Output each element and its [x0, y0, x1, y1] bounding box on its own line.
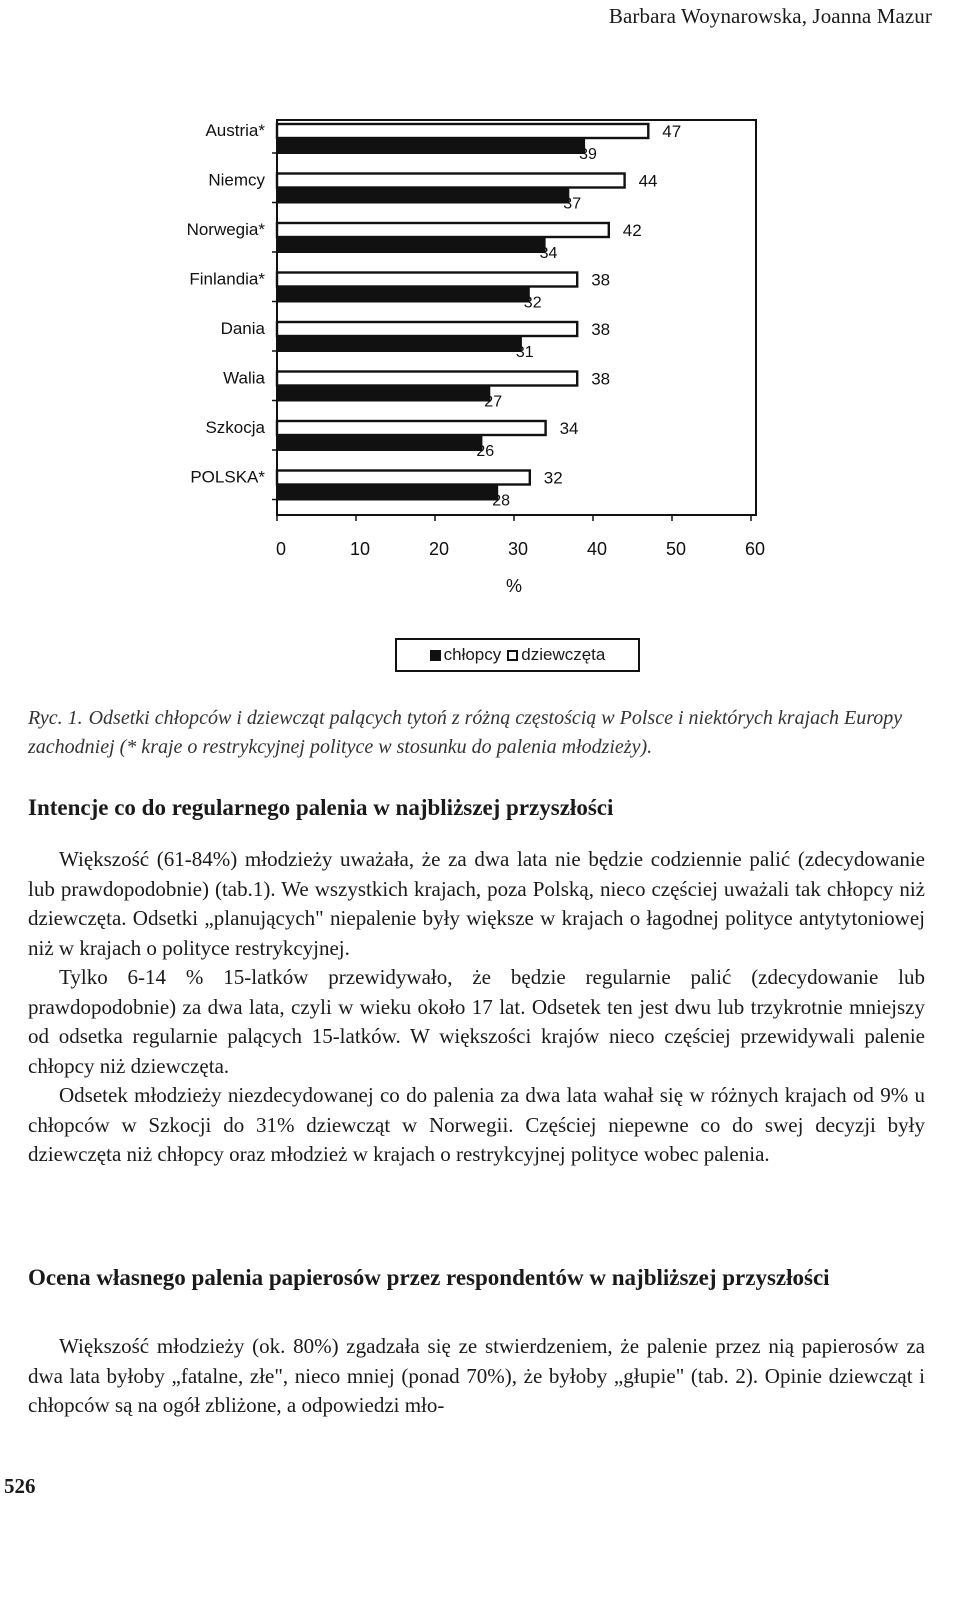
legend-label-boys: chłopcy: [443, 645, 502, 664]
bar-girls: [277, 471, 530, 485]
data-label-girls: 32: [543, 468, 563, 488]
figure-number: Ryc. 1.: [28, 707, 83, 729]
data-label-girls: 38: [591, 320, 611, 339]
bar-boys: [277, 287, 530, 303]
bar-girls: [277, 421, 546, 435]
bar-girls: [277, 273, 577, 287]
category-label: Niemcy: [208, 170, 265, 190]
paragraph: Większość (61-84%) młodzieży uważała, że za dwa lata nie będzie codziennie palić (zdecydowanie lub prawdopodobnie) (tab.1). We wszystkich krajach, poza Polską, nieco częściej uważali tak chłopcy niż dziewczęta. Odsetki „planujących" niepalenie były większe w krajach o łagodnej polityce antytytoniowej niż w krajach o polityce restrykcyjnej.: [28, 847, 925, 960]
bar-girls: [277, 372, 577, 386]
x-tick-label: 30: [507, 539, 529, 559]
data-label-girls: 34: [559, 419, 579, 438]
data-label-boys: 37: [563, 195, 582, 213]
bar-boys: [277, 386, 490, 402]
data-label-girls: 38: [591, 369, 611, 389]
paragraph: Odsetek młodzieży niezdecydowanej co do palenia za dwa lata wahał się w różnych krajach od 9% u chłopców w Szkocji do 31% dziewcząt w Norwegii. Częściej niepewne co do swej decyzji były dziewczęta niż chłopcy oraz młodzież w krajach o restrykcyjnej polityce wobec palenia.: [28, 1083, 925, 1166]
page-number: 526: [4, 1474, 36, 1498]
category-label: Finlandia*: [189, 269, 265, 289]
data-label-boys: 28: [492, 492, 510, 510]
data-label-girls: 47: [662, 122, 682, 141]
bar-girls: [277, 223, 609, 237]
bar-girls: [277, 322, 577, 336]
section-body-self-assessment: [28, 1332, 925, 1421]
bar-girls: [277, 124, 648, 138]
section-heading-self-assessment: Ocena własnego palenia papierosów przez respondentów w najbliższej przyszłości: [28, 1265, 830, 1290]
bar-girls: [277, 174, 625, 188]
legend-swatch-boys: [430, 650, 441, 661]
bar-boys: [277, 188, 569, 204]
running-header: Barbara Woynarowska, Joanna Mazur: [608, 4, 932, 28]
paragraph: Większość młodzieży (ok. 80%) zgadzała się ze stwierdzeniem, że palenie przez nią papierosów za dwa lata byłoby „fatalne, złe", nieco mniej (ponad 70%), że byłoby „głupie" (tab. 2). Opinie dziewcząt i chłopców są na ogół zbliżone, a odpowiedzi mło-: [28, 1334, 925, 1417]
bar-boys: [277, 485, 498, 501]
x-tick-label: 40: [586, 539, 608, 559]
paragraph: Tylko 6-14 % 15-latków przewidywało, że będzie regularnie palić (zdecydowanie lub prawdopodobnie) za dwa lata, czyli w wieku około 17 lat. Odsetek ten jest dwu lub trzykrotnie mniejszy od odsetka regularnie palących 15-latków. W większości krajów nieco częściej przewidywali palenie chłopcy niż dziewczęta.: [28, 965, 925, 1078]
x-tick-label: 50: [665, 539, 687, 559]
x-tick-label: 20: [428, 539, 450, 559]
x-tick-label: 60: [744, 539, 766, 559]
figure-caption: [28, 704, 933, 762]
bar-boys: [277, 435, 482, 451]
bar-chart: [0, 100, 960, 620]
legend-swatch-girls: [507, 650, 518, 661]
category-label: Dania: [220, 319, 265, 338]
legend-label-girls: dziewczęta: [521, 645, 606, 664]
category-label: Walia: [223, 368, 265, 388]
data-label-girls: 44: [638, 171, 658, 191]
x-tick-label: 10: [349, 539, 371, 559]
chart-legend: [395, 638, 640, 672]
data-label-boys: 32: [523, 294, 542, 312]
data-label-girls: 38: [591, 270, 611, 290]
bar-boys: [277, 336, 522, 352]
data-label-boys: 27: [484, 393, 503, 411]
x-axis-label: %: [505, 576, 523, 596]
data-label-boys: 26: [476, 443, 495, 460]
section-body-intentions: [28, 845, 925, 1170]
bar-boys: [277, 237, 546, 253]
data-label-boys: 31: [515, 344, 534, 361]
category-label: Szkocja: [205, 418, 265, 437]
data-label-boys: 39: [579, 146, 597, 163]
category-label: Austria*: [205, 121, 265, 140]
bar-boys: [277, 138, 585, 154]
x-tick-label: 0: [275, 539, 287, 559]
figure-caption-text: Odsetki chłopców i dziewcząt palących tytoń z różną częstością w Polsce i niektórych krajach Europy zachodniej (* kraje o restrykcyjnej polityce w stosunku do palenia młodzieży).: [28, 707, 903, 758]
data-label-girls: 42: [622, 221, 642, 240]
legend-item-boys: [430, 645, 502, 665]
category-label: Norwegia*: [186, 220, 265, 239]
legend-item-girls: [507, 645, 605, 665]
section-heading-intentions: Intencje co do regularnego palenia w najbliższej przyszłości: [28, 795, 614, 820]
data-label-boys: 34: [539, 245, 558, 262]
category-label: POLSKA*: [190, 467, 265, 487]
